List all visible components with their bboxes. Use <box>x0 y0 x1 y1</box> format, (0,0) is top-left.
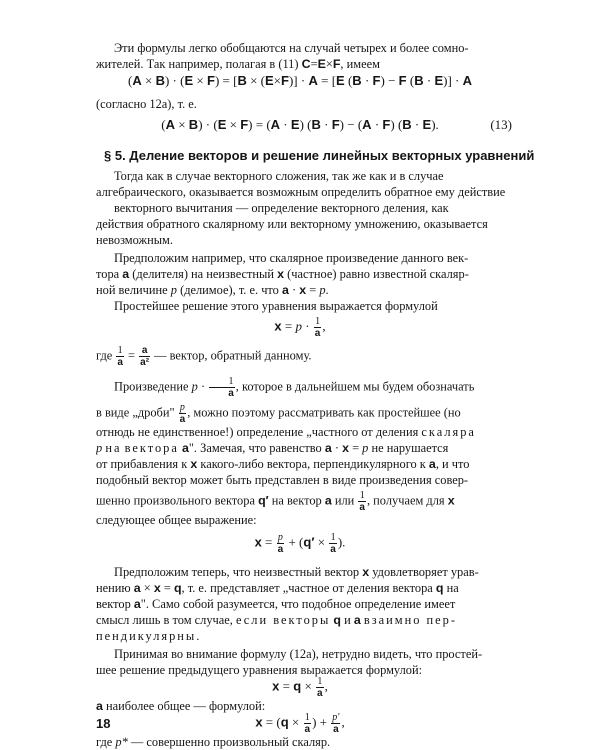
text-line: пендикулярны. <box>96 629 202 643</box>
text-line: Простейшее решение этого уравнения выражается формулой <box>114 299 438 313</box>
text-line: отнюдь не единственное!) определение „частного от деления скаляра <box>96 425 476 439</box>
text-line: шее решение предыдущего уравнения выражается формулой: <box>96 663 423 677</box>
equation-13: (A × B) · (E × F) = (A · E) (B · F) − (A · F) (B · E). <box>161 117 439 132</box>
equation: (A × B) · (E × F) = [B × (E×F)] · A = [E (B · F) − F (B · E)] · A <box>128 73 472 88</box>
text-line: векторного вычитания — определение векторного деления, как <box>114 201 449 215</box>
text-line: тора a (делителя) на неизвестный x (частное) равно известной скаляр- <box>96 267 469 281</box>
text-line: Произведение p · $\frac{1}{a}$ , которое в дальнейшем мы будем обозначать <box>114 376 475 399</box>
section-heading: § 5. Деление векторов и решение линейных векторных уравнений <box>104 148 535 163</box>
text-line: Предположим теперь, что неизвестный вектор x удовлетворяет урав- <box>114 565 479 579</box>
text-line: Принимая во внимание формулу (12a), нетрудно видеть, что простей- <box>114 647 483 661</box>
text-line: жителей. Так например, полагая в (11) C=E×F, имеем <box>96 57 380 71</box>
text-line: подобный вектор может быть представлен в виде произведения совер- <box>96 473 469 487</box>
equation-number: (13) <box>490 117 512 132</box>
text-line: (согласно 12a), т. е. <box>96 97 197 111</box>
text-line: алгебраического, оказывается возможным определить обратное ему действие <box>96 185 506 199</box>
text-line: шенно произвольного вектора q′ на вектор a или $\frac{1}{a}$ , получаем для x <box>96 490 455 513</box>
text-line: Тогда как в случае векторного сложения, так же как и в случае <box>114 169 444 183</box>
page-number: 18 <box>96 716 111 731</box>
text-line: p на вектора a". Замечая, что равенство a · x = p не нарушается <box>96 441 449 455</box>
text-line: Эти формулы легко обобщаются на случай четырех и более сомно- <box>114 41 469 55</box>
equation: x = $\frac{p}{a}$ + (q′ × $\frac{1}{a}$ ). <box>254 532 346 555</box>
text-line: невозможным. <box>96 233 173 247</box>
equation: x = p · $\frac{1}{a}$ , <box>274 316 326 339</box>
text-line: в виде „дроби" $\frac{p}{a}$ , можно поэтому рассматривать как простейшее (но <box>96 402 461 425</box>
equation: x = (q × $\frac{1}{a}$ ) + $\frac{p'}{a}$ , <box>255 712 345 735</box>
text-line: следующее общее выражение: <box>96 513 257 527</box>
text-line: нению a × x = q, т. е. представляет „частное от деления вектора q на <box>96 581 459 595</box>
text-line: ной величине p (делимое), т. е. что a · x = p. <box>96 283 329 297</box>
text-line: смысл лишь в том случае, если векторы q и a взаимно пер- <box>96 613 457 627</box>
text-line: действия обратного скалярному или векторному умножению, оказывается <box>96 217 488 231</box>
text-line: где p* — совершенно произвольный скаляр. <box>96 735 331 749</box>
text-line: где $\frac{1}{a}$ = $\frac{a}{\text{a²}}$ — вектор, обратный данному. <box>96 345 312 368</box>
text-line: Предположим например, что скалярное произведение данного век- <box>114 251 469 265</box>
text-line: а наиболее общее — формулой: <box>96 699 266 713</box>
equation: x = q × $\frac{1}{a}$ , <box>272 676 328 699</box>
text-line: вектор a". Само собой разумеется, что подобное определение имеет <box>96 597 456 611</box>
text-line: от прибавления к x какого-либо вектора, перпендикулярного к a, и что <box>96 457 470 471</box>
